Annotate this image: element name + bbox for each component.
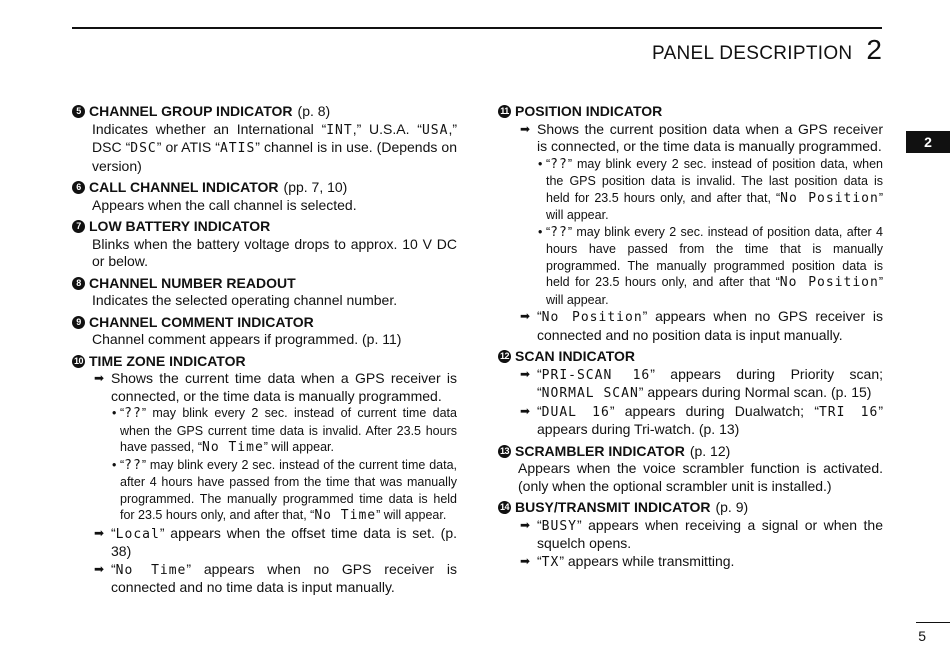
section-heading (498, 443, 883, 461)
lcd-text: NORMAL SCAN (541, 386, 639, 401)
arrow-icon: ➡ (520, 309, 531, 323)
section-scan (498, 348, 883, 439)
section-title: CHANNEL NUMBER READOUT (89, 274, 296, 291)
item-number-badge: 11 (498, 105, 511, 118)
arrow-text (537, 517, 883, 553)
lcd-text: No Time (115, 562, 187, 578)
section-heading (72, 353, 457, 371)
arrow-item (72, 525, 457, 561)
text: “ (537, 552, 542, 569)
right-column (498, 103, 883, 575)
section-scrambler (498, 443, 883, 496)
lcd-text: USA (421, 122, 449, 138)
lcd-text: Local (115, 526, 160, 542)
text: Indicates whether an International “ (92, 120, 327, 137)
section-title: SCRAMBLER INDICATOR (515, 442, 685, 459)
lcd-text: ?? (124, 406, 142, 421)
text: ” will appear. (376, 508, 447, 522)
arrow-text: Shows the current position data when a GPS receiver is connected, or the time data is manually programmed. (537, 120, 883, 154)
lcd-text: ?? (550, 156, 568, 172)
text: ” appears during Priority scan; “ (537, 365, 883, 400)
arrow-item (72, 561, 457, 597)
header-title: PANEL DESCRIPTION (652, 43, 853, 64)
lcd-text: No Time (314, 508, 377, 523)
text: ” appears when no GPS receiver is connected and no position data is input manually. (537, 308, 883, 343)
section-title: CHANNEL COMMENT INDICATOR (89, 313, 314, 330)
arrow-text (111, 525, 457, 561)
arrow-icon: ➡ (94, 371, 105, 385)
page-reference: (pp. 7, 10) (283, 179, 348, 195)
item-number-badge: 13 (498, 445, 511, 458)
left-column (72, 103, 457, 601)
arrow-item (498, 366, 883, 403)
section-channel-group (72, 103, 457, 175)
arrow-item (498, 517, 883, 553)
lcd-text: PRI-SCAN 16 (541, 367, 651, 383)
page-reference: (p. 8) (297, 103, 331, 119)
text: ” appears when the offset time data is set. (p. 38) (111, 524, 457, 559)
bullet-item (498, 224, 883, 309)
item-number-badge: 8 (72, 277, 85, 290)
arrow-text (537, 403, 883, 439)
arrow-text (111, 561, 457, 597)
item-number-badge: 14 (498, 501, 511, 514)
item-number-badge: 5 (72, 105, 85, 118)
text: “ (111, 524, 116, 541)
lcd-text: INT (326, 122, 353, 138)
arrow-item (72, 370, 457, 405)
text: “ (537, 308, 542, 324)
arrow-item (498, 121, 883, 156)
item-number-badge: 7 (72, 220, 85, 233)
arrow-icon: ➡ (520, 403, 531, 418)
section-body: Blinks when the battery voltage drops to approx. 10 V DC or below. (92, 235, 457, 269)
section-heading (72, 314, 457, 332)
section-heading (72, 179, 457, 197)
bullet-icon: • (112, 406, 117, 420)
section-low-battery (72, 218, 457, 271)
lcd-text: BUSY (541, 518, 577, 534)
section-channel-comment (72, 314, 457, 349)
arrow-icon: ➡ (520, 553, 531, 568)
bullet-text (120, 457, 457, 525)
section-heading (498, 348, 883, 366)
text: “ (111, 560, 116, 577)
page-reference: (p. 12) (689, 442, 731, 459)
lcd-text: ?? (550, 224, 568, 240)
bullet-text (120, 405, 457, 457)
text: ” appears during Dualwatch; “ (609, 402, 819, 419)
arrow-text: Shows the current time data when a GPS receiver is connected, or the time data is manually programmed. (111, 370, 457, 404)
arrow-text (537, 308, 883, 344)
section-heading (72, 218, 457, 236)
text: ” appears during Tri-watch. (p. 13) (537, 402, 883, 437)
section-title: CHANNEL GROUP INDICATOR (89, 103, 293, 119)
text: ” appears during Normal scan. (p. 15) (638, 384, 872, 400)
section-body: Indicates the selected operating channel number. (92, 292, 398, 308)
text: ” may blink every 2 sec. instead of current time data when the GPS current time data is invalid. After 23.5 hours have passed, “ (120, 406, 457, 454)
section-heading (498, 499, 883, 517)
section-position (498, 103, 883, 344)
arrow-icon: ➡ (94, 525, 105, 540)
text: ” may blink every 2 sec. instead of position data, when the GPS position data is invalid. The last position data is held for 23.5 hours only, and after that, “ (546, 156, 883, 205)
section-body: Channel comment appears if programmed. (p. 11) (92, 331, 402, 347)
bullet-icon: • (112, 457, 117, 472)
section-body: Appears when the voice scrambler function is activated. (only when the optional scrambler unit is installed.) (518, 460, 883, 494)
text: ” appears when receiving a signal or when the squelch opens. (537, 516, 883, 551)
section-title: TIME ZONE INDICATOR (89, 352, 246, 369)
text: ,” DSC “ (92, 120, 457, 155)
section-title: BUSY/TRANSMIT INDICATOR (515, 499, 711, 515)
arrow-icon: ➡ (520, 517, 531, 532)
text: ” may blink every 2 sec. instead of position data, after 4 hours have passed from the time that is manually programmed. The manually programmed position data is held for 23.5 hours only, and after that “ (546, 224, 883, 289)
text: “ (120, 457, 125, 472)
section-heading (72, 275, 457, 293)
page-number: 5 (918, 628, 926, 644)
item-number-badge: 10 (72, 355, 85, 368)
text: “ (546, 156, 551, 171)
lcd-text: No Position (779, 275, 879, 290)
arrow-text (537, 553, 883, 572)
lcd-text: DUAL 16 (541, 404, 610, 420)
bullet-item (498, 156, 883, 224)
bullet-item (72, 405, 457, 457)
section-title: SCAN INDICATOR (515, 348, 636, 364)
footer-rule (916, 622, 950, 623)
lcd-text: No Position (541, 310, 643, 325)
text: “ (537, 402, 542, 419)
text: ” or ATIS “ (156, 139, 220, 155)
section-heading (498, 103, 883, 121)
lcd-text: No Time (202, 440, 264, 455)
section-call-channel (72, 179, 457, 214)
lcd-text: ATIS (219, 141, 256, 156)
arrow-item (498, 308, 883, 344)
chapter-tab: 2 (906, 131, 950, 153)
text: ” will appear. (263, 440, 334, 454)
bullet-text (546, 224, 883, 309)
text: ” will appear. (546, 190, 883, 222)
chapter-number: 2 (866, 34, 882, 65)
text: ” appears while transmitting. (559, 552, 735, 569)
lcd-text: TX (541, 554, 560, 570)
section-time-zone (72, 353, 457, 597)
text: “ (546, 224, 551, 239)
text: “ (537, 516, 542, 533)
item-number-badge: 12 (498, 350, 511, 363)
page-reference: (p. 9) (715, 499, 749, 515)
bullet-icon: • (538, 224, 543, 239)
text: ” may blink every 2 sec. instead of the current time data, after 4 hours have passed from the time that was manually programmed. The manually programmed time data is held for 23.5 hours only, and after that, “ (120, 457, 457, 522)
item-number-badge: 9 (72, 316, 85, 329)
lcd-text: ?? (124, 457, 142, 473)
section-body (72, 121, 457, 176)
text: “ (120, 406, 125, 420)
section-heading (72, 103, 457, 121)
bullet-icon: • (538, 156, 543, 171)
text: “ (537, 365, 542, 382)
page-header (652, 34, 882, 66)
arrow-icon: ➡ (520, 121, 531, 136)
section-title: POSITION INDICATOR (515, 103, 663, 119)
lcd-text: TRI 16 (818, 404, 879, 420)
bullet-text (546, 156, 883, 224)
section-title: LOW BATTERY INDICATOR (89, 218, 271, 234)
arrow-icon: ➡ (94, 561, 105, 576)
arrow-text (537, 366, 883, 403)
arrow-item (498, 553, 883, 572)
text: ,” U.S.A. “ (352, 120, 422, 137)
text: ” appears when no GPS receiver is connected and no time data is input manually. (111, 560, 457, 595)
text: ” channel is in use. (Depends on version) (92, 139, 457, 174)
item-number-badge: 6 (72, 181, 85, 194)
header-rule (72, 27, 882, 29)
section-busy-transmit (498, 499, 883, 571)
bullet-item (72, 457, 457, 525)
arrow-icon: ➡ (520, 366, 531, 381)
text: ” will appear. (546, 275, 883, 307)
lcd-text: DSC (130, 141, 157, 156)
arrow-item (498, 403, 883, 439)
section-body: Appears when the call channel is selected. (92, 196, 357, 213)
lcd-text: No Position (780, 190, 879, 206)
section-title: CALL CHANNEL INDICATOR (89, 179, 279, 195)
section-channel-number (72, 275, 457, 310)
